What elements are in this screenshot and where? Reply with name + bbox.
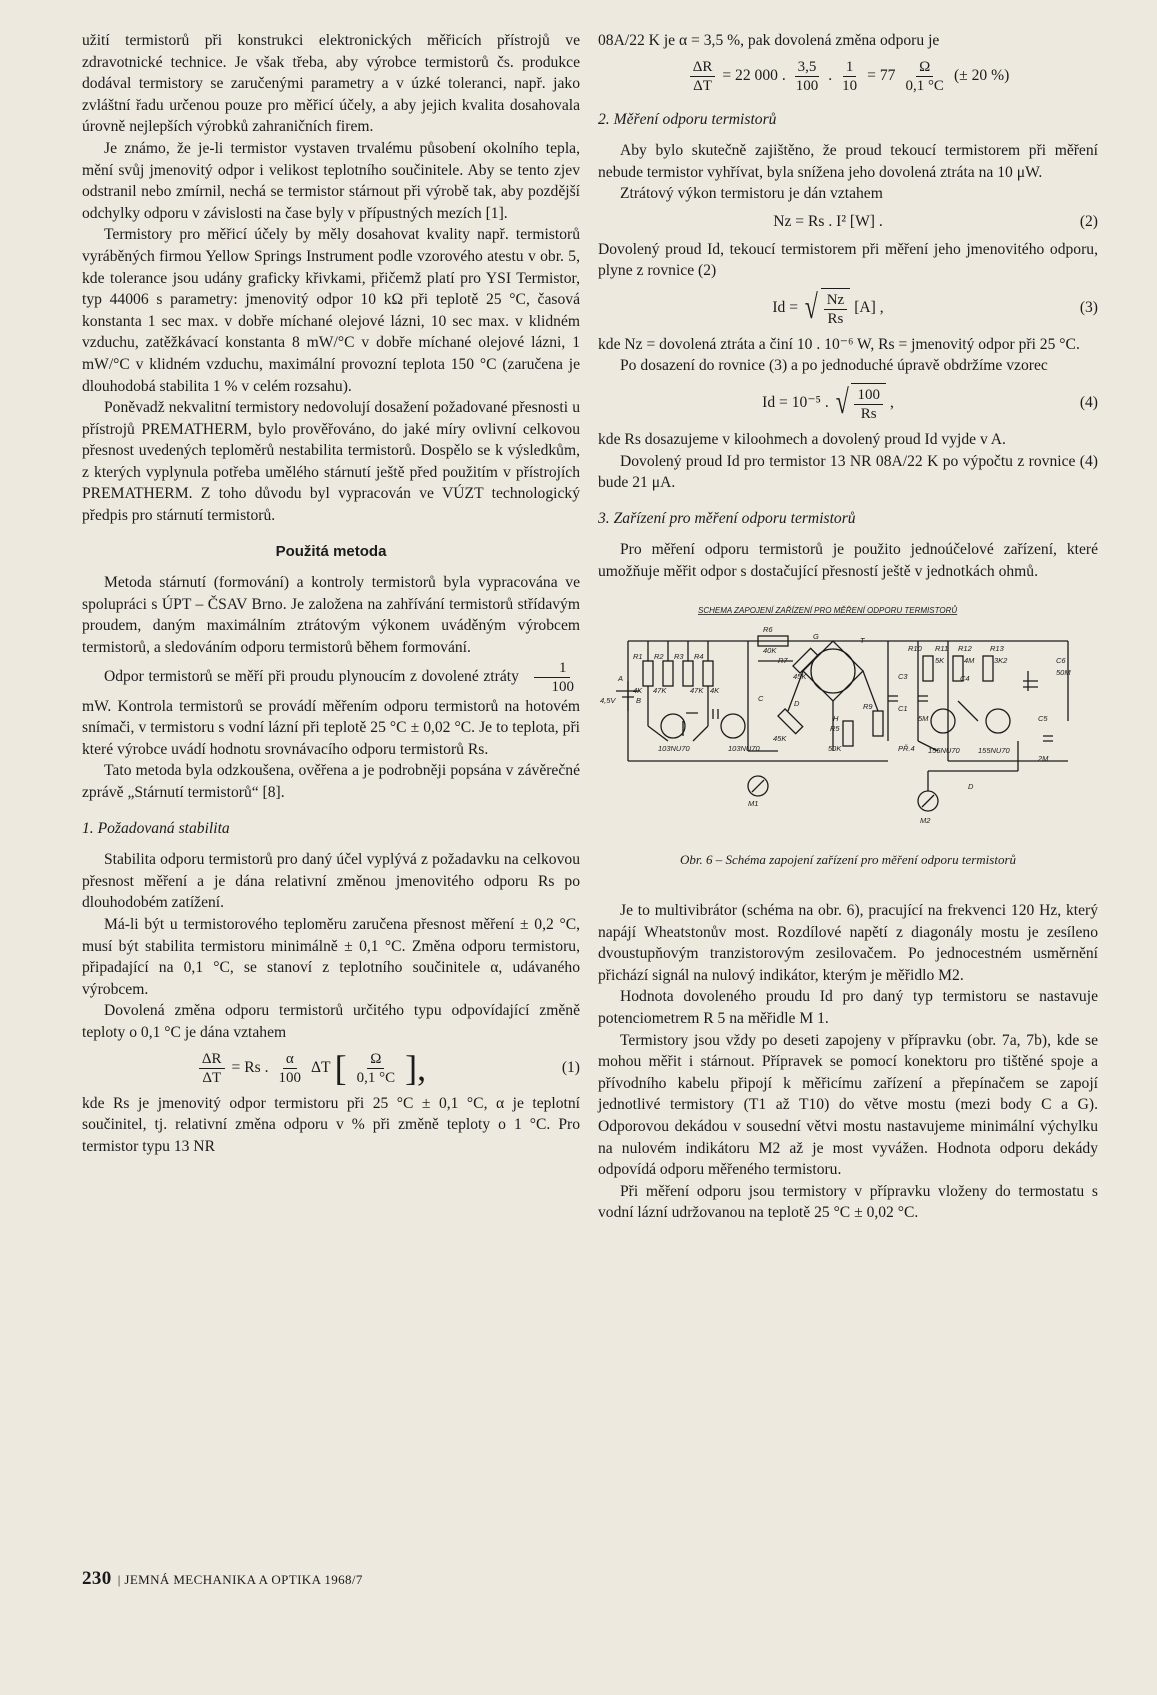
svg-text:R1: R1 (633, 651, 643, 661)
svg-text:4,5V: 4,5V (600, 695, 616, 705)
svg-text:R5: R5 (830, 723, 840, 733)
equation-text: (± 20 %) (953, 67, 1010, 85)
paragraph: kde Nz = dovolená ztráta a činí 10 . 10⁻⁶ W, Rs = jmenovitý odpor při 25 °C. (598, 335, 1080, 353)
fraction (902, 58, 947, 95)
svg-text:45K: 45K (773, 733, 787, 743)
equation-text: , (889, 394, 894, 412)
svg-text:50M: 50M (1056, 667, 1071, 677)
denominator: ΔT (202, 1069, 222, 1086)
paragraph: Termistory pro měřicí účely by měly dosahovat kvality např. termistorů vyráběných firmou Yellow Springs Instrument podle vzorového atestu v obr. 5, kde tolerance jsou udány graficky křivkami, přičemž platí pro YSI Termistor, typ 44006 s parametry: jmenovitý odpor 10 kΩ při teplotě 25 °C, časová konstanta 1 sec max. v dobře míchané olejové lázni, 10 sec max. v klidném vzduchu, zatěžkávací konstanta 8 mW/°C v dobře míchané olejové lázni, 1 mW/°C v klidném vzduchu, maximální provozní teplota 150 °C (zaručena je dlouhodobá stabilita 1 % v celém rozsahu). (82, 226, 580, 395)
square-root (833, 383, 886, 423)
svg-text:R11: R11 (935, 643, 949, 653)
svg-text:R4: R4 (694, 651, 704, 661)
numerator: 1 (843, 58, 857, 77)
svg-text:47K: 47K (653, 685, 667, 695)
svg-text:R12: R12 (958, 643, 972, 653)
svg-text:5M: 5M (918, 713, 929, 723)
page-number: 230 (82, 1568, 112, 1589)
svg-text:4M: 4M (964, 655, 975, 665)
paragraph: Ztrátový výkon termistoru je dán vztahem (620, 185, 883, 203)
circuit-diagram (598, 601, 1098, 841)
paragraph: Poněvadž nekvalitní termistory nedovolují dosažení požadované přesnosti u přístrojů PREMATHERM, bylo prověřováno, do jaké míry ovlivní celkovou přesnost uvedených teploměrů nestabilita termistorů. Dospělo se k výsledkům, z kterých vyplynula potřeba umělého stárnutí ještě před použitím v přístrojích PREMATHERM. Z toho důvodu byl vypracován ve VÚZT technologický předpis pro stárnutí termistorů. (82, 399, 580, 525)
svg-text:C5: C5 (1038, 713, 1048, 723)
svg-text:C1: C1 (898, 703, 908, 713)
svg-text:50K: 50K (828, 743, 842, 753)
svg-text:G: G (813, 631, 819, 641)
section-heading: Použitá metoda (275, 542, 387, 560)
denominator: ΔT (693, 77, 712, 94)
svg-text:R13: R13 (990, 643, 1004, 653)
svg-text:3K2: 3K2 (994, 655, 1008, 665)
equation-1 (82, 1050, 580, 1087)
svg-text:C6: C6 (1056, 655, 1066, 665)
svg-text:C: C (758, 693, 764, 703)
numerator: 1 (534, 659, 570, 678)
svg-text:4K: 4K (710, 685, 720, 695)
paragraph: Aby bylo skutečně zajištěno, že proud tekoucí termistorem při měření nebude termistor vyhřívat, byla snížena jeho dovolená ztráta na 10 μW. (598, 142, 1098, 181)
subsection-heading: 3. Zařízení pro měření odporu termistorů (598, 509, 856, 527)
paragraph: užití termistorů při konstrukci elektronických měřicích přístrojů ve zdravotnické technice. Je však třeba, aby výrobce termistorů čs. produkce dodával termistory se zaručenými parametry a v úzké toleranci, např. jako zvláštní řadu určenou pouze pro měřicí účely, a aby jejich kvalita dosahovala úrovně nejlepších výrobků zahraničních firem. (82, 32, 580, 136)
denominator: Rs (827, 310, 844, 327)
paragraph: Tato metoda byla odzkoušena, ověřena a je podrobněji popsána v závěrečné zprávě „Stárnutí termistorů“ [8]. (82, 762, 580, 801)
denominator: 0,1 °C (905, 77, 944, 94)
numerator: α (283, 1050, 297, 1069)
equation-3 (598, 288, 1098, 328)
fraction (527, 659, 578, 696)
svg-text:45K: 45K (793, 671, 807, 681)
paragraph: Po dosazení do rovnice (3) a po jednoduché úpravě obdržíme vzorec (620, 357, 1048, 375)
svg-text:C3: C3 (898, 671, 908, 681)
svg-text:PŘ.4: PŘ.4 (898, 743, 915, 753)
fraction (839, 58, 860, 95)
svg-text:R7: R7 (778, 655, 788, 665)
equation-text: = Rs . (231, 1059, 269, 1077)
svg-text:103NU70: 103NU70 (728, 743, 760, 753)
bracket-open: [ (334, 1048, 347, 1089)
svg-text:B: B (636, 695, 642, 705)
svg-text:R9: R9 (863, 701, 873, 711)
equation-number: (1) (561, 1059, 580, 1077)
denominator: 100 (551, 678, 574, 695)
paragraph: Při měření odporu jsou termistory v přípravku vloženy do termostatu s vodní lázní udržovanou na teplotě 25 °C ± 0,02 °C. (598, 1182, 1098, 1222)
fraction (854, 386, 883, 423)
svg-text:A: A (618, 673, 624, 683)
svg-text:T: T (860, 635, 865, 645)
paragraph: Je to multivibrátor (schéma na obr. 6), pracující na frekvenci 120 Hz, který napájí Wheatstonův most. Rozdílové napětí z diagonály mostu je zesíleno dvoustupňovým tranzistorovým zesilovačem. Po jednocestném usměrnění přichází signál na nulový indikátor, kterým je měřidlo M2. (598, 902, 1098, 984)
paragraph-text: mW. Kontrola termistorů se provádí měřením odporu termistorů na hotovém snímači, v termistoru s vodní lázní při teplotě 25 °C ± 0,02 °C. Je to teplota, při které výrobce uvádí hodnotu srovnávacího odporu termistorů Rs. (82, 697, 580, 758)
right-column (598, 30, 1098, 1224)
svg-text:C4: C4 (960, 673, 970, 683)
paragraph: Termistory jsou vždy po deseti zapojeny v přípravku (obr. 7a, 7b), kde se mohou měřit i stárnout. Přípravek se pomocí konektoru pro tištěné spoje a přívodního kabelu připojí k měřicímu zařízení a přepínačem se zapojí jednotlivé termistory (T1 až T10) do větve mostu (mezi body C a G). Odporovou dekádou v sousední větvi mostu nastavujeme minimální výchylku na nulovém indikátoru M2 až je most vyvážen. Hodnota odporu dekády odpovídá odporu měřeného termistoru. (598, 1031, 1098, 1179)
equation-number: (2) (1079, 212, 1098, 230)
equation-text: Id = (772, 298, 799, 316)
numerator: Nz (824, 291, 848, 310)
paragraph: Stabilita odporu termistorů pro daný účel vyplývá z požadavku na celkovou přesnost měření a je dána relativní změnou jmenovitého odporu Rs po dlouhodobém zatížení. (82, 851, 580, 912)
equation-text: . (828, 67, 833, 85)
svg-text:155NU70: 155NU70 (978, 745, 1010, 755)
radical-sign: √ (804, 288, 818, 326)
svg-text:4K: 4K (633, 685, 643, 695)
equation-text: ΔT (311, 1059, 331, 1077)
svg-text:5K: 5K (935, 655, 945, 665)
left-column (82, 30, 580, 1157)
denominator: 100 (278, 1069, 302, 1086)
bracket-close: ], (405, 1048, 427, 1089)
denominator: 0,1 °C (356, 1069, 396, 1086)
paragraph: kde Rs je jmenovitý odpor termistoru při 25 °C ± 0,1 °C, α je teplotní součinitel, tj. relativní změna odporu v % při změně teploty o 1 °C. Pro termistor typu 13 NR (82, 1094, 580, 1155)
equation-text: = 22 000 . (722, 67, 786, 85)
svg-text:M2: M2 (920, 815, 931, 825)
paragraph: 08A/22 K je α = 3,5 %, pak dovolená změna odporu je (598, 32, 940, 49)
square-root (802, 288, 850, 328)
svg-text:103NU70: 103NU70 (658, 743, 690, 753)
paragraph: Hodnota dovoleného proudu Id pro daný typ termistoru se nastavuje potenciometrem R 5 na měřidle M 1. (598, 988, 1098, 1028)
paragraph (82, 659, 580, 761)
paragraph-text: Odpor termistorů se měří při proudu plynoucím z dovolené ztráty (104, 667, 519, 685)
radical-sign: √ (835, 383, 849, 421)
denominator: Rs (860, 405, 877, 422)
figure-caption: Obr. 6 – Schéma zapojení zařízení pro měření odporu termistorů (679, 851, 1017, 867)
equation-number: (3) (1079, 298, 1098, 316)
paragraph: Dovolená změna odporu termistorů určitého typu odpovídající změně teploty o 0,1 °C je dána vztahem (82, 1002, 580, 1041)
svg-text:R3: R3 (674, 651, 684, 661)
fraction (793, 58, 822, 95)
paragraph: Dovolený proud Id pro termistor 13 NR 08A/22 K po výpočtu z rovnice (4) bude 21 μA. (598, 452, 1098, 492)
svg-text:R10: R10 (908, 643, 922, 653)
numerator: ΔR (690, 58, 716, 77)
equation-text: = 77 (867, 67, 896, 85)
subsection-heading: 1. Požadovaná stabilita (82, 819, 230, 837)
svg-text:40K: 40K (763, 645, 777, 655)
fraction (276, 1050, 305, 1087)
fraction (354, 1050, 399, 1087)
numerator: ΔR (199, 1050, 225, 1069)
equation-text: Nz = Rs . I² [W] . (773, 212, 883, 230)
paragraph: Metoda stárnutí (formování) a kontroly termistorů byla vypracována ve spolupráci s ÚPT – ČSAV Brno. Je založena na zahřívání termistorů střídavým proudem, daným maximálním ztrátovým výkonem uváděným výrobcem termistorů, a sledováním odporu termistorů během formování. (82, 574, 580, 657)
svg-text:R2: R2 (654, 651, 664, 661)
page-footer: 230 | JEMNÁ MECHANIKA A OPTIKA 1968/7 (82, 1568, 363, 1589)
equation-text: Id = 10⁻⁵ . (762, 394, 829, 412)
svg-text:D: D (968, 781, 974, 791)
svg-text:2M: 2M (1038, 753, 1049, 763)
component-labels (600, 625, 1071, 825)
denominator: 100 (795, 77, 819, 94)
numerator: Ω (916, 58, 933, 77)
circuit-schematic (598, 601, 1098, 841)
subsection-heading: 2. Měření odporu termistorů (598, 110, 777, 128)
paragraph: Dovolený proud Id, tekoucí termistorem při měření jeho jmenovitého odporu, plyne z rovnice (2) (598, 240, 1098, 280)
svg-text:M1: M1 (748, 798, 759, 808)
svg-text:155NU70: 155NU70 (928, 745, 960, 755)
svg-text:47K: 47K (690, 685, 704, 695)
paragraph: Pro měření odporu termistorů je použito jednoúčelové zařízení, které umožňuje měřit odpor s dostačující přesností ještě v jednotkách ohmů. (598, 541, 1098, 580)
equation-4 (598, 383, 1098, 423)
svg-text:D: D (794, 698, 800, 708)
paragraph: kde Rs dosazujeme v kiloohmech a dovolený proud Id vyjde v A. (598, 430, 1006, 448)
fraction (824, 291, 848, 328)
numerator: Ω (367, 1050, 384, 1069)
svg-text:H: H (833, 713, 839, 723)
fraction (199, 1050, 225, 1087)
fraction (690, 58, 716, 95)
paragraph: Je známo, že je-li termistor vystaven trvalému působení okolního tepla, mění svůj jmenovitý odpor i velikost teplotního součinitele. Aby se tento zjev odstranil nebo zmírnil, nechá se termistor stárnout při výrobě tak, aby pozdější odchylky odporu v závislosti na čase byly v přípustných mezích [1]. (82, 139, 580, 222)
paragraph: Má-li být u termistorového teploměru zaručena přesnost měření ± 0,2 °C, musí být stabilita termistoru minimálně ± 0,1 °C. Změna odporu termistoru, připadající na 0,1 °C, se stanoví z teplotního součinitele α, udávaného výrobcem. (82, 915, 580, 998)
journal-name: JEMNÁ MECHANIKA A OPTIKA 1968/7 (124, 1572, 363, 1587)
equation-number: (4) (1079, 394, 1098, 412)
svg-text:R6: R6 (763, 624, 773, 634)
numerator: 3,5 (795, 58, 820, 77)
denominator: 10 (842, 77, 858, 94)
equation-2 (598, 211, 1098, 233)
circuit-meters (748, 776, 938, 811)
equation-text: [A] , (854, 298, 884, 316)
diagram-title: SCHEMA ZAPOJENÍ ZAŘÍZENÍ PRO MĚŘENÍ ODPORU TERMISTORŮ (698, 605, 958, 615)
numerator: 100 (854, 386, 883, 405)
equation-a (598, 58, 1098, 95)
